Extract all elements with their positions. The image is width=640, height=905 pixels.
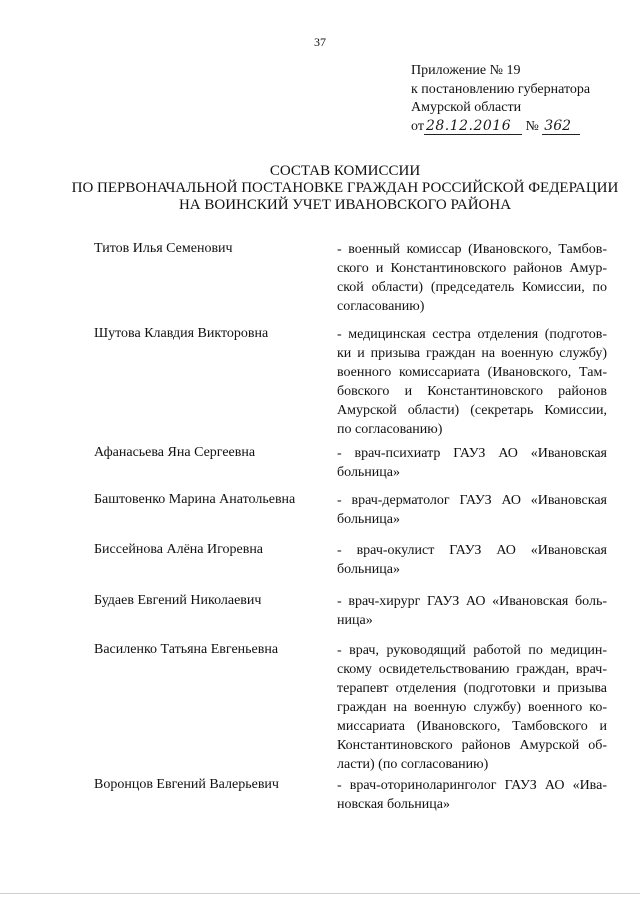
appendix-line-3: Амурской области	[411, 100, 522, 115]
role-line: - врач-психиатр ГАУЗ АО «Ивановская	[337, 446, 607, 461]
member-name: Биссейнова Алёна Игоревна	[94, 542, 264, 557]
role-line: Константиновского районов Амурской об-	[337, 738, 607, 753]
member-name: Шутова Клавдия Викторовна	[94, 326, 269, 341]
role-line: миссариата (Ивановского, Тамбовского и	[337, 719, 607, 734]
member-name: Василенко Татьяна Евгеньевна	[94, 642, 279, 657]
role-line: граждан на военную службу) военного ко-	[337, 700, 607, 715]
member-role	[337, 444, 607, 482]
role-line: - военный комиссар (Ивановского, Тамбов-	[337, 242, 607, 257]
member-role	[337, 592, 607, 630]
role-line: ки и призыва граждан на военную службу)	[337, 346, 607, 361]
handwritten-date: 28.12.2016	[424, 119, 522, 135]
role-line: - медицинская сестра отделения (подготов-	[337, 327, 607, 342]
title-line-2: ПО ПЕРВОНАЧАЛЬНОЙ ПОСТАНОВКЕ ГРАЖДАН РОССИЙСКОЙ ФЕДЕРАЦИИ	[71, 180, 619, 196]
number-prefix: №	[525, 118, 539, 134]
role-line: - врач-хирург ГАУЗ АО «Ивановская боль-	[337, 594, 607, 609]
role-line: больница»	[337, 562, 400, 577]
member-role	[337, 240, 607, 316]
handwritten-number: 362	[542, 119, 580, 135]
scan-bottom-edge	[0, 893, 640, 894]
role-line: Амурской области) (секретарь Комиссии,	[337, 403, 607, 418]
role-line: больница»	[337, 512, 400, 527]
title-line-3: НА ВОИНСКИЙ УЧЕТ ИВАНОВСКОГО РАЙОНА	[178, 197, 512, 213]
role-line: ница»	[337, 613, 373, 628]
title-line-1: СОСТАВ КОМИССИИ	[269, 163, 421, 179]
role-line: военного комиссариата (Ивановского, Там-	[337, 365, 607, 380]
member-role	[337, 776, 607, 814]
member-role	[337, 491, 607, 529]
role-line: ласти) (по согласованию)	[337, 757, 489, 772]
role-line: терапевт отделения (подготовки и призыва	[337, 681, 607, 696]
role-line: согласованию)	[337, 299, 425, 314]
member-name: Воронцов Евгений Валерьевич	[94, 777, 279, 792]
page-number: 37	[314, 35, 326, 49]
member-name: Баштовенко Марина Анатольевна	[94, 492, 296, 507]
role-line: новская больница»	[337, 797, 450, 812]
member-role	[337, 641, 607, 774]
member-name: Титов Илья Семенович	[94, 241, 233, 256]
role-line: скому освидетельствованию граждан, врач-	[337, 662, 607, 677]
role-line: по согласованию)	[337, 422, 443, 437]
member-name: Будаев Евгений Николаевич	[94, 593, 262, 608]
appendix-line-2: к постановлению губернатора	[411, 81, 591, 97]
role-line: ского и Константиновского районов Амур-	[337, 261, 607, 276]
appendix-line-1: Приложение № 19	[411, 63, 521, 78]
role-line: - врач-дерматолог ГАУЗ АО «Ивановская	[337, 493, 607, 508]
role-line: - врач, руководящий работой по медицин-	[337, 643, 607, 658]
role-line: бовского и Константиновского районов	[337, 384, 607, 399]
role-line: ской области) (председатель Комиссии, по	[337, 280, 607, 295]
member-role	[337, 541, 607, 579]
member-role	[337, 325, 607, 439]
role-line: больница»	[337, 465, 400, 480]
role-line: - врач-окулист ГАУЗ АО «Ивановская	[337, 543, 607, 558]
role-line: - врач-оториноларинголог ГАУЗ АО «Ива-	[337, 778, 607, 793]
date-prefix: от	[411, 118, 424, 134]
member-name: Афанасьева Яна Сергеевна	[94, 445, 256, 460]
